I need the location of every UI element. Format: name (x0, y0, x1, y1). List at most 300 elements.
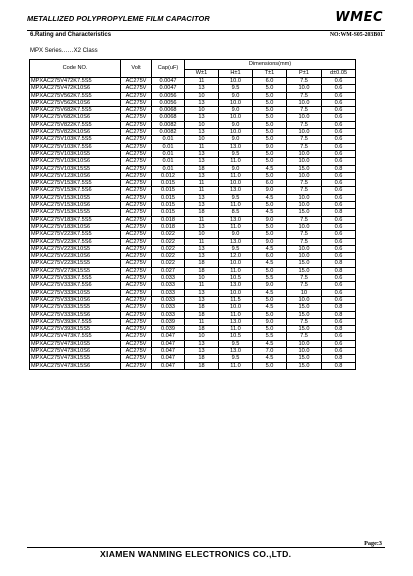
cell-h: 9.5 (219, 340, 253, 347)
company-name: XIAMEN WANMING ELECTRONICS CO.,LTD. (100, 549, 292, 559)
cell-h: 10.0 (219, 304, 253, 311)
header-h: H±1 (219, 70, 253, 78)
cell-t: 4.5 (253, 209, 287, 216)
cell-w: 10 (185, 275, 219, 282)
table-row (30, 311, 356, 318)
cell-w: 18 (185, 267, 219, 274)
cell-t: 4.5 (253, 165, 287, 172)
cell-p: 7.5 (287, 143, 322, 150)
cell-volt: AC275V (121, 121, 152, 128)
cell-d: 0.6 (322, 253, 356, 260)
cell-code: MPXAC275V682K10S6 (30, 114, 121, 121)
cell-d: 0.8 (322, 311, 356, 318)
company-logo: WMEC (335, 10, 383, 25)
cell-w: 13 (185, 194, 219, 201)
cell-t: 9.0 (253, 238, 287, 245)
cell-h: 13.0 (219, 282, 253, 289)
cell-h: 9.0 (219, 136, 253, 143)
cell-volt: AC275V (121, 165, 152, 172)
cell-cap: 0.047 (152, 362, 185, 369)
cell-w: 18 (185, 165, 219, 172)
cell-code: MPXAC275V223K10S5 (30, 245, 121, 252)
cell-h: 11.0 (219, 223, 253, 230)
cell-h: 9.5 (219, 85, 253, 92)
cell-volt: AC275V (121, 85, 152, 92)
cell-code: MPXAC275V473K15S5 (30, 355, 121, 362)
cell-w: 13 (185, 150, 219, 157)
table-row (30, 85, 356, 92)
cell-t: 5.0 (253, 326, 287, 333)
cell-cap: 0.039 (152, 326, 185, 333)
cell-t: 6.0 (253, 180, 287, 187)
cell-code: MPXAC275V333K15S5 (30, 304, 121, 311)
cell-volt: AC275V (121, 231, 152, 238)
cell-volt: AC275V (121, 318, 152, 325)
cell-cap: 0.033 (152, 289, 185, 296)
header-d: d±0.05 (322, 70, 356, 78)
cell-h: 9.5 (219, 245, 253, 252)
cell-w: 10 (185, 121, 219, 128)
cell-t: 6.0 (253, 78, 287, 85)
cell-t: 5.0 (253, 202, 287, 209)
cell-volt: AC275V (121, 275, 152, 282)
cell-cap: 0.0047 (152, 78, 185, 85)
table-row (30, 216, 356, 223)
cell-d: 0.6 (322, 121, 356, 128)
cell-cap: 0.0056 (152, 99, 185, 106)
cell-cap: 0.033 (152, 296, 185, 303)
table-row (30, 136, 356, 143)
cell-t: 9.0 (253, 318, 287, 325)
cell-w: 13 (185, 129, 219, 136)
table-row (30, 209, 356, 216)
cell-h: 11.5 (219, 296, 253, 303)
cell-volt: AC275V (121, 194, 152, 201)
table-row (30, 194, 356, 201)
table-row (30, 180, 356, 187)
cell-p: 7.5 (287, 238, 322, 245)
cell-cap: 0.033 (152, 311, 185, 318)
table-row (30, 340, 356, 347)
cell-p: 15.0 (287, 260, 322, 267)
cell-d: 0.6 (322, 318, 356, 325)
cell-w: 13 (185, 223, 219, 230)
table-row (30, 129, 356, 136)
cell-t: 5.0 (253, 99, 287, 106)
cell-d: 0.6 (322, 289, 356, 296)
cell-p: 7.5 (287, 318, 322, 325)
cell-w: 13 (185, 99, 219, 106)
cell-h: 11.0 (219, 172, 253, 179)
cell-h: 10.0 (219, 129, 253, 136)
cell-volt: AC275V (121, 92, 152, 99)
table-row (30, 223, 356, 230)
cell-p: 15.0 (287, 362, 322, 369)
cell-cap: 0.015 (152, 209, 185, 216)
cell-cap: 0.0068 (152, 107, 185, 114)
cell-cap: 0.047 (152, 355, 185, 362)
cell-d: 0.6 (322, 136, 356, 143)
cell-w: 10 (185, 231, 219, 238)
cell-code: MPXAC275V333K15S6 (30, 311, 121, 318)
cell-w: 18 (185, 362, 219, 369)
cell-t: 5.0 (253, 362, 287, 369)
cell-w: 18 (185, 260, 219, 267)
cell-d: 0.6 (322, 223, 356, 230)
cell-d: 0.6 (322, 238, 356, 245)
table-row (30, 187, 356, 194)
cell-code: MPXAC275V333K7.5S5 (30, 275, 121, 282)
cell-h: 9.0 (219, 231, 253, 238)
header-dimensions: Dimensions(mm) (185, 60, 356, 70)
document-number: NO:WM-S05-203B01 (329, 32, 383, 38)
cell-code: MPXAC275V103K7.5S5 (30, 136, 121, 143)
table-row (30, 165, 356, 172)
cell-cap: 0.039 (152, 318, 185, 325)
cell-volt: AC275V (121, 223, 152, 230)
cell-volt: AC275V (121, 187, 152, 194)
cell-w: 13 (185, 347, 219, 354)
cell-volt: AC275V (121, 282, 152, 289)
cell-d: 0.6 (322, 202, 356, 209)
cell-code: MPXAC275V333K10S5 (30, 289, 121, 296)
cell-volt: AC275V (121, 245, 152, 252)
cell-volt: AC275V (121, 180, 152, 187)
cell-cap: 0.01 (152, 143, 185, 150)
cell-volt: AC275V (121, 333, 152, 340)
cell-code: MPXAC275V123K10S6 (30, 172, 121, 179)
cell-cap: 0.022 (152, 238, 185, 245)
cell-code: MPXAC275V103K10S6 (30, 158, 121, 165)
cell-volt: AC275V (121, 347, 152, 354)
table-row (30, 304, 356, 311)
cell-w: 11 (185, 282, 219, 289)
cell-h: 9.5 (219, 355, 253, 362)
cell-w: 11 (185, 143, 219, 150)
cell-h: 13.0 (219, 187, 253, 194)
cell-d: 0.8 (322, 355, 356, 362)
cell-code: MPXAC275V223K7.5S5 (30, 231, 121, 238)
cell-volt: AC275V (121, 99, 152, 106)
cell-t: 9.0 (253, 216, 287, 223)
cell-d: 0.6 (322, 245, 356, 252)
cell-p: 10.0 (287, 296, 322, 303)
cell-volt: AC275V (121, 311, 152, 318)
table-row (30, 355, 356, 362)
cell-t: 5.0 (253, 223, 287, 230)
cell-d: 0.6 (322, 275, 356, 282)
cell-d: 0.8 (322, 209, 356, 216)
cell-w: 13 (185, 289, 219, 296)
cell-h: 11.0 (219, 202, 253, 209)
cell-h: 10.5 (219, 275, 253, 282)
cell-w: 10 (185, 333, 219, 340)
table-row (30, 318, 356, 325)
cell-cap: 0.022 (152, 231, 185, 238)
table-row (30, 172, 356, 179)
cell-p: 15.0 (287, 267, 322, 274)
cell-p: 7.5 (287, 121, 322, 128)
cell-cap: 0.033 (152, 275, 185, 282)
cell-w: 10 (185, 107, 219, 114)
cell-volt: AC275V (121, 216, 152, 223)
cell-w: 11 (185, 78, 219, 85)
cell-t: 9.0 (253, 143, 287, 150)
cell-p: 10.0 (287, 150, 322, 157)
cell-volt: AC275V (121, 136, 152, 143)
cell-d: 0.6 (322, 99, 356, 106)
cell-cap: 0.047 (152, 333, 185, 340)
cell-p: 15.0 (287, 311, 322, 318)
cell-t: 5.0 (253, 121, 287, 128)
cell-t: 9.0 (253, 282, 287, 289)
header-w: W±1 (185, 70, 219, 78)
cell-p: 15.0 (287, 304, 322, 311)
cell-cap: 0.018 (152, 216, 185, 223)
cell-d: 0.6 (322, 333, 356, 340)
cell-code: MPXAC275V562K10S6 (30, 99, 121, 106)
cell-cap: 0.0068 (152, 114, 185, 121)
table-row (30, 289, 356, 296)
cell-t: 4.5 (253, 340, 287, 347)
cell-p: 7.5 (287, 78, 322, 85)
cell-t: 4.5 (253, 194, 287, 201)
cell-w: 13 (185, 253, 219, 260)
cell-code: MPXAC275V103K10S5 (30, 150, 121, 157)
cell-p: 10.0 (287, 340, 322, 347)
cell-p: 15.0 (287, 355, 322, 362)
cell-p: 10.0 (287, 253, 322, 260)
cell-p: 10.0 (287, 85, 322, 92)
cell-code: MPXAC275V472K7.5S5 (30, 78, 121, 85)
cell-d: 0.6 (322, 347, 356, 354)
cell-d: 0.8 (322, 267, 356, 274)
table-row (30, 143, 356, 150)
cell-volt: AC275V (121, 150, 152, 157)
cell-cap: 0.027 (152, 267, 185, 274)
cell-code: MPXAC275V183K10S6 (30, 223, 121, 230)
cell-code: MPXAC275V393K7.5S5 (30, 318, 121, 325)
table-row (30, 253, 356, 260)
cell-code: MPXAC275V223K15S5 (30, 260, 121, 267)
cell-p: 15.0 (287, 209, 322, 216)
cell-volt: AC275V (121, 107, 152, 114)
cell-volt: AC275V (121, 172, 152, 179)
cell-w: 18 (185, 304, 219, 311)
cell-t: 6.0 (253, 253, 287, 260)
cell-w: 11 (185, 318, 219, 325)
cell-code: MPXAC275V223K10S6 (30, 253, 121, 260)
table-row (30, 362, 356, 369)
cell-t: 5.5 (253, 275, 287, 282)
cell-w: 13 (185, 172, 219, 179)
cell-t: 5.0 (253, 311, 287, 318)
cell-t: 5.5 (253, 333, 287, 340)
table-row (30, 202, 356, 209)
cell-h: 13.0 (219, 143, 253, 150)
cell-p: 15.0 (287, 165, 322, 172)
cell-p: 10.0 (287, 172, 322, 179)
cell-volt: AC275V (121, 158, 152, 165)
cell-cap: 0.01 (152, 136, 185, 143)
cell-h: 9.5 (219, 194, 253, 201)
cell-volt: AC275V (121, 362, 152, 369)
cell-t: 5.0 (253, 267, 287, 274)
cell-w: 13 (185, 340, 219, 347)
table-row (30, 107, 356, 114)
cell-h: 10.0 (219, 260, 253, 267)
cell-code: MPXAC275V223K7.5S6 (30, 238, 121, 245)
cell-t: 5.0 (253, 92, 287, 99)
cell-volt: AC275V (121, 296, 152, 303)
cell-cap: 0.015 (152, 194, 185, 201)
cell-p: 10 (287, 289, 322, 296)
cell-volt: AC275V (121, 355, 152, 362)
section-title: 6.Rating and Characteristics (30, 32, 112, 38)
cell-volt: AC275V (121, 304, 152, 311)
cell-d: 0.6 (322, 78, 356, 85)
cell-cap: 0.022 (152, 253, 185, 260)
header-volt: Volt (121, 60, 152, 78)
table-row (30, 121, 356, 128)
cell-d: 0.8 (322, 362, 356, 369)
cell-cap: 0.047 (152, 340, 185, 347)
table-row (30, 326, 356, 333)
cell-t: 4.5 (253, 245, 287, 252)
table-body (30, 78, 356, 370)
header-code: Code NO. (30, 60, 121, 78)
cell-volt: AC275V (121, 326, 152, 333)
table-row (30, 333, 356, 340)
cell-code: MPXAC275V153K7.5S5 (30, 180, 121, 187)
cell-h: 10.0 (219, 99, 253, 106)
cell-code: MPXAC275V103K7.5S6 (30, 143, 121, 150)
cell-h: 13.0 (219, 238, 253, 245)
cell-t: 4.5 (253, 260, 287, 267)
cell-code: MPXAC275V682K7.5S5 (30, 107, 121, 114)
table-row (30, 267, 356, 274)
cell-p: 10.0 (287, 114, 322, 121)
cell-code: MPXAC275V822K7.5S5 (30, 121, 121, 128)
cell-cap: 0.0047 (152, 85, 185, 92)
cell-cap: 0.022 (152, 245, 185, 252)
cell-volt: AC275V (121, 129, 152, 136)
cell-t: 4.5 (253, 289, 287, 296)
cell-d: 0.8 (322, 165, 356, 172)
cell-d: 0.6 (322, 282, 356, 289)
cell-volt: AC275V (121, 78, 152, 85)
table-row (30, 114, 356, 121)
cell-d: 0.6 (322, 172, 356, 179)
cell-p: 7.5 (287, 275, 322, 282)
cell-h: 11.0 (219, 311, 253, 318)
cell-w: 18 (185, 311, 219, 318)
table-row (30, 78, 356, 85)
cell-h: 12.0 (219, 253, 253, 260)
cell-cap: 0.0082 (152, 129, 185, 136)
cell-h: 13.0 (219, 216, 253, 223)
cell-d: 0.6 (322, 143, 356, 150)
cell-volt: AC275V (121, 253, 152, 260)
cell-t: 5.0 (253, 129, 287, 136)
cell-code: MPXAC275V333K7.5S6 (30, 282, 121, 289)
cell-d: 0.8 (322, 260, 356, 267)
cell-p: 10.0 (287, 223, 322, 230)
cell-d: 0.6 (322, 340, 356, 347)
cell-p: 10.0 (287, 245, 322, 252)
cell-p: 7.5 (287, 107, 322, 114)
cell-t: 5.0 (253, 136, 287, 143)
series-label: MPX Series……X2 Class (30, 48, 98, 54)
cell-h: 11.0 (219, 158, 253, 165)
cell-cap: 0.01 (152, 158, 185, 165)
cell-h: 10.0 (219, 114, 253, 121)
cell-code: MPXAC275V153K10S6 (30, 202, 121, 209)
table-row (30, 158, 356, 165)
cell-w: 13 (185, 202, 219, 209)
cell-d: 0.6 (322, 107, 356, 114)
cell-cap: 0.033 (152, 282, 185, 289)
cell-cap: 0.015 (152, 187, 185, 194)
table-row (30, 92, 356, 99)
cell-w: 10 (185, 92, 219, 99)
cell-d: 0.6 (322, 114, 356, 121)
cell-h: 13.0 (219, 347, 253, 354)
header-t: T±1 (253, 70, 287, 78)
table-row (30, 260, 356, 267)
table-header-row (30, 60, 356, 70)
cell-d: 0.6 (322, 129, 356, 136)
cell-code: MPXAC275V393K15S5 (30, 326, 121, 333)
cell-d: 0.6 (322, 216, 356, 223)
cell-w: 18 (185, 326, 219, 333)
cell-cap: 0.012 (152, 172, 185, 179)
header-cap: Cap(uF) (152, 60, 185, 78)
cell-d: 0.6 (322, 187, 356, 194)
cell-h: 10.0 (219, 180, 253, 187)
cell-w: 11 (185, 238, 219, 245)
cell-d: 0.6 (322, 180, 356, 187)
cell-code: MPXAC275V183K7.5S5 (30, 216, 121, 223)
cell-t: 4.5 (253, 304, 287, 311)
cell-h: 9.5 (219, 150, 253, 157)
cell-h: 8.5 (219, 209, 253, 216)
cell-t: 5.0 (253, 150, 287, 157)
cell-t: 5.0 (253, 114, 287, 121)
cell-cap: 0.01 (152, 165, 185, 172)
cell-h: 11.0 (219, 326, 253, 333)
cell-p: 10.0 (287, 202, 322, 209)
cell-h: 11.0 (219, 362, 253, 369)
cell-t: 5.0 (253, 85, 287, 92)
cell-p: 10.0 (287, 158, 322, 165)
cell-d: 0.6 (322, 296, 356, 303)
cell-cap: 0.0082 (152, 121, 185, 128)
cell-h: 10.5 (219, 333, 253, 340)
cell-p: 7.5 (287, 333, 322, 340)
table-row (30, 99, 356, 106)
cell-p: 10.0 (287, 129, 322, 136)
cell-w: 18 (185, 355, 219, 362)
cell-code: MPXAC275V103K15S5 (30, 165, 121, 172)
cell-code: MPXAC275V153K15S5 (30, 209, 121, 216)
header-p: P±1 (287, 70, 322, 78)
cell-d: 0.6 (322, 158, 356, 165)
cell-p: 7.5 (287, 92, 322, 99)
cell-p: 10.0 (287, 99, 322, 106)
table-row (30, 296, 356, 303)
cell-t: 7.0 (253, 347, 287, 354)
